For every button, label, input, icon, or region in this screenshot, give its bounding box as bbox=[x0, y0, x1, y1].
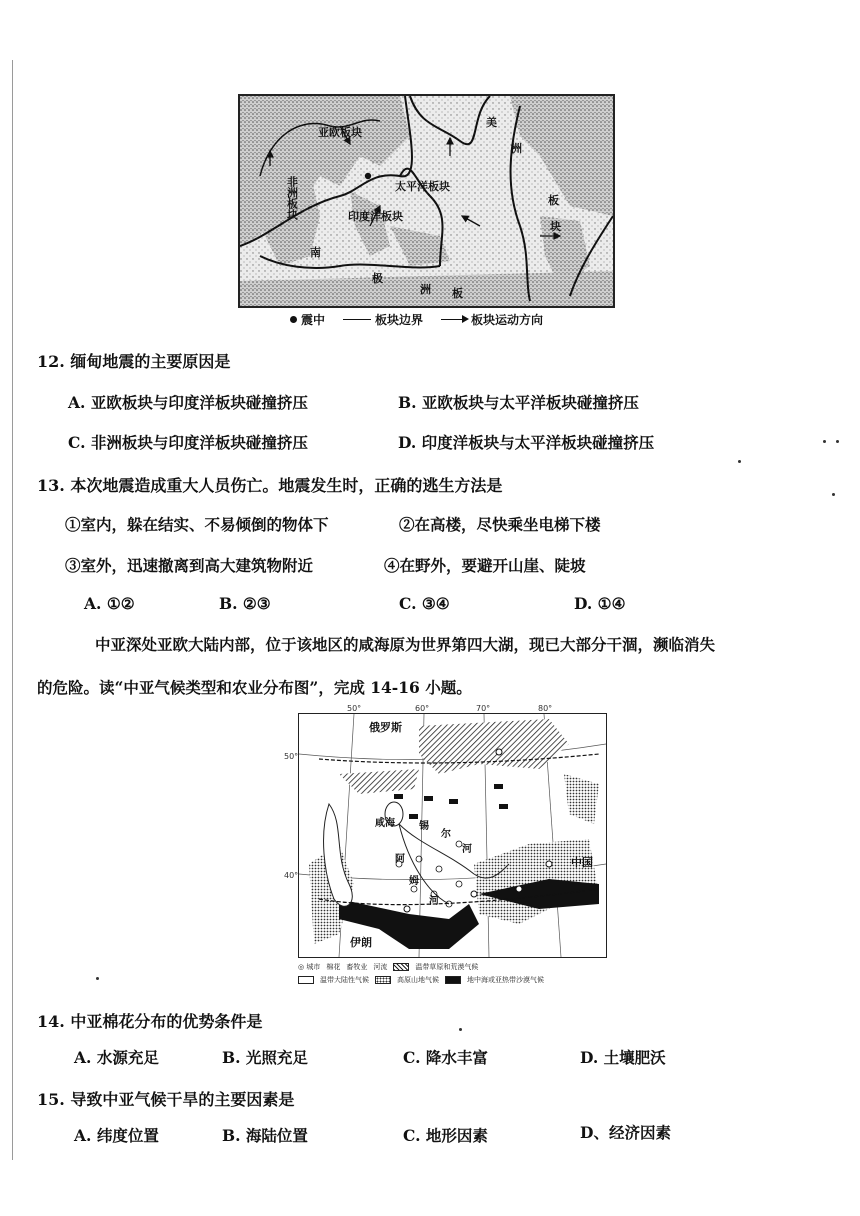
legend-highland: 高原山地气候 bbox=[397, 976, 439, 984]
label-indian: 印度洋板块 bbox=[348, 210, 403, 223]
map2-legend bbox=[298, 962, 608, 988]
label-america-3: 板 bbox=[548, 194, 559, 207]
legend-continental: 温带大陆性气候 bbox=[320, 976, 369, 984]
q13-option-d: D. ①④ bbox=[574, 594, 626, 613]
scan-speck bbox=[836, 440, 839, 443]
q12-option-d: D. 印度洋板块与太平洋板块碰撞挤压 bbox=[398, 433, 655, 452]
q14-option-b: B. 光照充足 bbox=[222, 1048, 308, 1067]
label-antarctic-1: 南 bbox=[310, 246, 321, 259]
lon-60-label: 60° bbox=[415, 704, 430, 713]
q13-option-b: B. ②③ bbox=[219, 594, 271, 613]
q13-statement-1: ①室内，躲在结实、不易倾倒的物体下 bbox=[65, 515, 329, 534]
label-america-4: 块 bbox=[550, 220, 561, 233]
label-america-2: 洲 bbox=[511, 142, 522, 155]
label-china: 中国 bbox=[571, 856, 593, 869]
legend-boundary: 板块边界 bbox=[375, 313, 424, 327]
legend-city: ◎ 城市 bbox=[298, 963, 321, 971]
steppe-region bbox=[339, 769, 419, 794]
dots-swatch-icon bbox=[375, 976, 391, 984]
q13-option-c: C. ③④ bbox=[399, 594, 450, 613]
label-river-5: 姆 bbox=[409, 876, 419, 887]
q12-option-b: B. 亚欧板块与太平洋板块碰撞挤压 bbox=[398, 393, 639, 412]
central-asia-map bbox=[298, 713, 607, 958]
label-eurasia: 亚欧板块 bbox=[318, 126, 362, 139]
boundary-legend-icon bbox=[343, 319, 371, 320]
q12-option-c: C. 非洲板块与印度洋板块碰撞挤压 bbox=[68, 433, 308, 452]
lat-40-label: 40° bbox=[284, 871, 299, 880]
label-river-1: 锡 bbox=[419, 821, 429, 832]
q13-statement-4: ④在野外，要避开山崖、陡坡 bbox=[384, 556, 586, 575]
q13-statement-3: ③室外，迅速撤离到高大建筑物附近 bbox=[65, 556, 314, 575]
label-river-2: 尔 bbox=[441, 829, 451, 840]
q13-statement-2: ②在高楼，尽快乘坐电梯下楼 bbox=[399, 515, 601, 534]
hatch-swatch-icon bbox=[393, 963, 409, 971]
label-russia: 俄罗斯 bbox=[369, 721, 402, 734]
scan-speck bbox=[823, 440, 826, 443]
passage-line-1: 中亚深处亚欧大陆内部，位于该地区的咸海原为世界第四大湖，现已大部分干涸，濒临消失 bbox=[95, 635, 716, 654]
q14-stem: 14. 中亚棉花分布的优势条件是 bbox=[37, 1012, 263, 1031]
arrow-legend-icon bbox=[441, 319, 467, 320]
scan-speck bbox=[459, 1028, 462, 1031]
q15-option-c: C. 地形因素 bbox=[403, 1126, 488, 1145]
legend-epicenter: 震中 bbox=[301, 313, 326, 327]
epicenter-dot bbox=[365, 173, 371, 179]
q12-option-a: A. 亚欧板块与印度洋板块碰撞挤压 bbox=[68, 393, 308, 412]
label-pacific: 太平洋板块 bbox=[395, 180, 450, 193]
legend-steppe: 温带草原和荒漠气候 bbox=[415, 963, 479, 971]
plate-tectonics-map bbox=[238, 94, 615, 308]
q15-option-d: D、经济因素 bbox=[580, 1123, 671, 1142]
label-antarctic-2: 极 bbox=[372, 272, 383, 285]
legend-livestock: 畜牧业 bbox=[346, 963, 368, 971]
legend-cotton: 棉花 bbox=[326, 963, 341, 971]
q15-option-b: B. 海陆位置 bbox=[222, 1126, 308, 1145]
label-iran: 伊朗 bbox=[350, 936, 372, 949]
label-antarctic-3: 洲 bbox=[420, 283, 431, 296]
lon-50-label: 50° bbox=[347, 704, 362, 713]
label-river-6: 河 bbox=[429, 896, 439, 907]
lat-50-label: 50° bbox=[284, 752, 299, 761]
passage-line-2: 的危险。读“中亚气候类型和农业分布图”，完成 14-16 小题。 bbox=[37, 678, 472, 697]
q12-stem: 12. 缅甸地震的主要原因是 bbox=[37, 352, 231, 371]
q14-option-c: C. 降水丰富 bbox=[403, 1048, 488, 1067]
epicenter-legend-icon bbox=[290, 316, 297, 323]
white-swatch-icon bbox=[298, 976, 314, 984]
label-river-4: 阿 bbox=[395, 854, 405, 865]
scan-speck bbox=[832, 493, 835, 496]
q13-stem: 13. 本次地震造成重大人员伤亡。地震发生时，正确的逃生方法是 bbox=[37, 476, 503, 495]
page-edge-line bbox=[12, 60, 13, 1160]
q15-option-a: A. 纬度位置 bbox=[74, 1126, 159, 1145]
q14-option-d: D. 土壤肥沃 bbox=[580, 1048, 666, 1067]
highland-region bbox=[474, 839, 599, 924]
black-swatch-icon bbox=[445, 976, 461, 984]
label-africa: 非洲板块 bbox=[285, 176, 299, 220]
legend-mediterranean: 地中海或亚热带沙漠气候 bbox=[467, 976, 544, 984]
lon-80-label: 80° bbox=[538, 704, 553, 713]
label-river-3: 河 bbox=[462, 844, 472, 855]
scan-speck bbox=[96, 977, 99, 980]
highland-region bbox=[564, 774, 599, 824]
legend-river: 河流 bbox=[373, 963, 388, 971]
label-antarctic-4: 板 bbox=[452, 287, 463, 300]
q15-stem: 15. 导致中亚气候干旱的主要因素是 bbox=[37, 1090, 295, 1109]
label-america-1: 美 bbox=[486, 116, 497, 129]
label-aral: 咸海 bbox=[375, 818, 395, 829]
legend-movement: 板块运动方向 bbox=[471, 313, 544, 327]
map1-legend bbox=[290, 311, 543, 328]
steppe-region bbox=[419, 719, 569, 774]
scan-speck bbox=[738, 460, 741, 463]
lon-70-label: 70° bbox=[476, 704, 491, 713]
q13-option-a: A. ①② bbox=[84, 594, 135, 613]
q14-option-a: A. 水源充足 bbox=[74, 1048, 159, 1067]
